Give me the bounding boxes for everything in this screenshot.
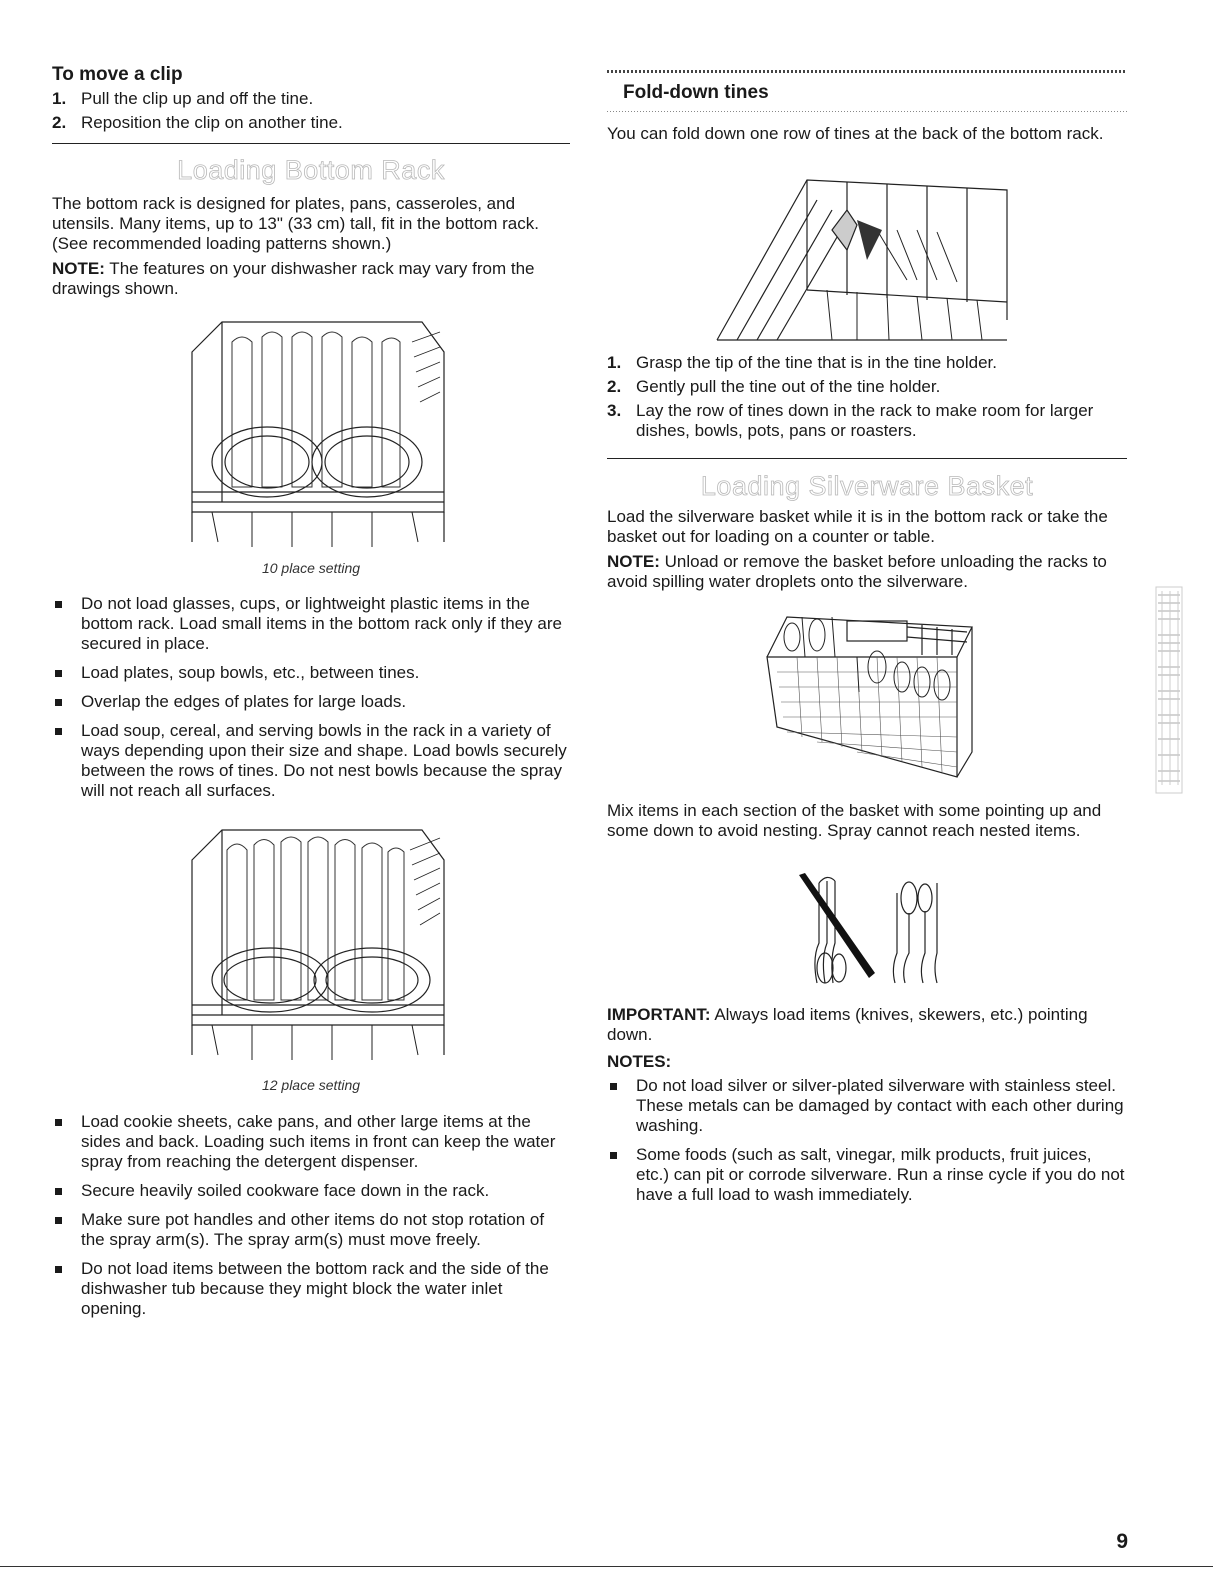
important-text: IMPORTANT: Always load items (knives, skewers, etc.) pointing down. <box>607 1005 1088 1044</box>
list-item: Load cookie sheets, cake pans, and other large items at the sides and back. Loading such items in front can keep the water spray from reaching the detergent dispenser. <box>52 1112 570 1172</box>
fold-down-step: 3. Lay the row of tines down in the rack to make room for larger dishes, bowls, pots, pans or roasters. <box>607 401 1094 440</box>
list-item: Do not load glasses, cups, or lightweight plastic items in the bottom rack. Load small items in the bottom rack only if they are secured in place. <box>52 594 570 654</box>
clip-heading: To move a clip <box>52 64 183 85</box>
caption-12-place: 12 place setting <box>261 1077 361 1093</box>
utensil-orientation-illustration <box>797 873 957 988</box>
section-divider <box>52 143 570 144</box>
rack-12-place-illustration <box>182 820 452 1060</box>
section-title-silverware: Loading Silverware Basket <box>700 471 1034 501</box>
clip-step: 1. Pull the clip up and off the tine. <box>52 89 314 108</box>
page-number: 9 <box>1116 1530 1128 1553</box>
bottom-rack-note: NOTE: The features on your dishwasher rack may vary from the drawings shown. <box>52 259 535 298</box>
fold-down-intro: You can fold down one row of tines at the back of the bottom rack. <box>607 124 1104 143</box>
fold-down-step: 2. Gently pull the tine out of the tine holder. <box>607 377 941 396</box>
heading-border-top <box>607 70 1127 73</box>
fold-down-steps <box>607 353 1127 445</box>
fold-down-heading: Fold-down tines <box>623 82 769 103</box>
section-divider <box>607 458 1127 459</box>
silverware-intro: Load the silverware basket while it is in the bottom rack or take the basket out for loading on a counter or table. <box>607 507 1108 546</box>
list-item: Do not load items between the bottom rack and the side of the dishwasher tub because they might block the water inlet opening. <box>52 1259 570 1319</box>
clip-steps <box>52 89 570 137</box>
caption-10-place: 10 place setting <box>261 560 361 576</box>
silverware-note: NOTE: Unload or remove the basket before unloading the racks to avoid spilling water droplets onto the silverware. <box>607 552 1107 591</box>
silverware-basket-illustration <box>757 597 977 787</box>
fold-down-tines-illustration <box>707 170 1017 350</box>
list-item: Load plates, soup bowls, etc., between tines. <box>52 663 570 683</box>
list-item: Secure heavily soiled cookware face down in the rack. <box>52 1181 570 1201</box>
rack-10-place-illustration <box>182 312 452 552</box>
bottom-rack-bullets <box>52 594 570 810</box>
list-item: Make sure pot handles and other items do not stop rotation of the spray arm(s). The spray arm(s) must move freely. <box>52 1210 570 1250</box>
bottom-rack-intro: The bottom rack is designed for plates, pans, casseroles, and utensils. Many items, up to 13" (33 cm) tall, fit in the bottom rack. (See recommended loading patterns shown.) <box>52 194 539 253</box>
heading-border-bottom <box>607 111 1127 112</box>
cookware-bullets <box>52 1112 570 1328</box>
footer-rule <box>0 1566 1213 1567</box>
notes-heading: NOTES: <box>607 1052 672 1071</box>
list-item: Some foods (such as salt, vinegar, milk products, fruit juices, etc.) can pit or corrode silverware. Run a rinse cycle if you do not have a full load to wash immediately. <box>607 1145 1127 1205</box>
list-item: Do not load silver or silver-plated silverware with stainless steel. These metals can be damaged by contact with each other during washing. <box>607 1076 1127 1136</box>
silverware-notes <box>607 1076 1127 1214</box>
section-title-bottom-rack: Loading Bottom Rack <box>177 155 445 185</box>
mix-items-text: Mix items in each section of the basket with some pointing up and some down to avoid nesting. Spray cannot reach nested items. <box>607 801 1102 840</box>
list-item: Overlap the edges of plates for large loads. <box>52 692 570 712</box>
fold-down-step: 1. Grasp the tip of the tine that is in the tine holder. <box>607 353 998 372</box>
language-side-tab <box>1150 585 1188 795</box>
list-item: Load soup, cereal, and serving bowls in the rack in a variety of ways depending upon their size and shape. Load bowls securely between the rows of tines. Do not nest bowls because the spray will not reach all surfaces. <box>52 721 570 801</box>
clip-step: 2. Reposition the clip on another tine. <box>52 113 343 132</box>
